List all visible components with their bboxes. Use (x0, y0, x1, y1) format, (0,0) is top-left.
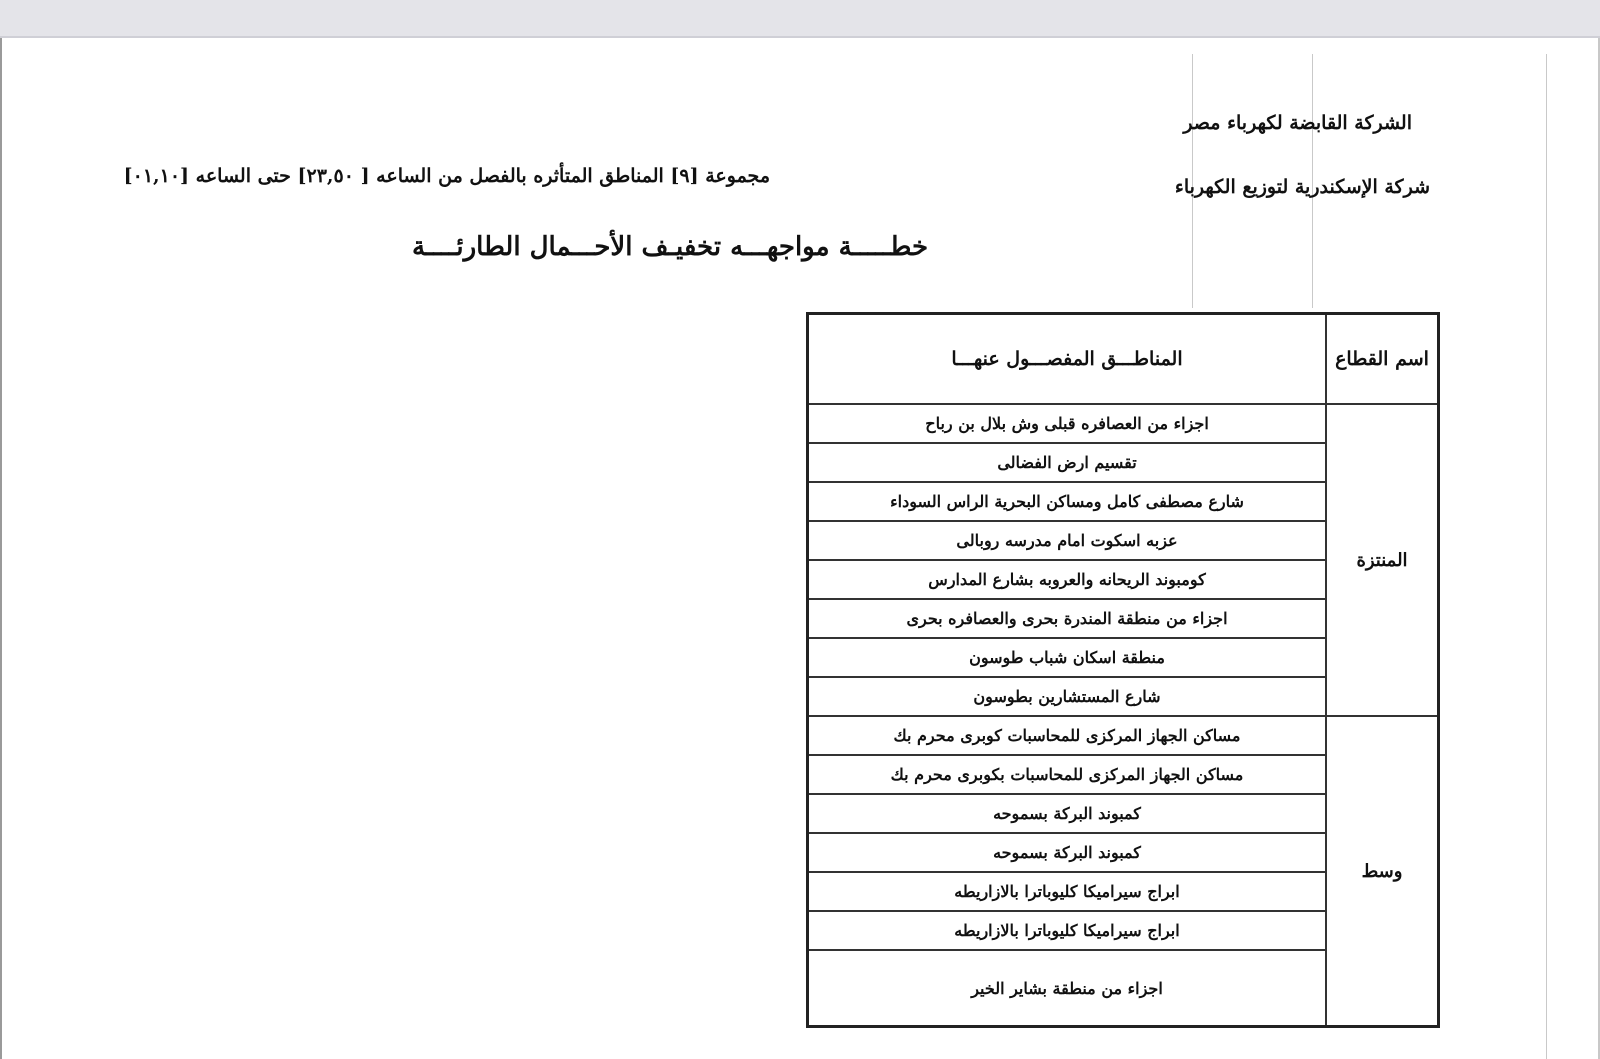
sector-column-header: اسم القطاع (1326, 314, 1439, 405)
area-cell: كومبوند الريحانه والعروبه بشارع المدارس (808, 560, 1327, 599)
table-row (808, 716, 1439, 755)
scan-artifact-line (1546, 54, 1547, 1059)
area-cell: اجزاء من منطقة المندرة بحرى والعصافره بحرى (808, 599, 1327, 638)
area-cell: شارع مصطفى كامل ومساكن البحرية الراس السوداء (808, 482, 1327, 521)
distribution-company-name: شركة الإسكندرية لتوزيع الكهرباء (1174, 176, 1430, 198)
area-cell: عزبه اسكوت امام مدرسه روبالى (808, 521, 1327, 560)
area-cell: اجزاء من منطقة بشاير الخير (808, 950, 1327, 1027)
area-cell: منطقة اسكان شباب طوسون (808, 638, 1327, 677)
areas-column-header: المناطـــق المفصـــول عنهـــا (808, 314, 1327, 405)
sector-montaza: المنتزة (1326, 404, 1439, 716)
area-cell: ابراج سيراميكا كليوباترا بالازاريطه (808, 911, 1327, 950)
holding-company-name: الشركة القابضة لكهرباء مصر (1183, 112, 1412, 134)
load-shedding-table (806, 312, 1440, 1028)
area-cell: ابراج سيراميكا كليوباترا بالازاريطه (808, 872, 1327, 911)
table-header-row (808, 314, 1439, 405)
area-cell: كمبوند البركة بسموحه (808, 833, 1327, 872)
area-cell: تقسيم ارض الفضالى (808, 443, 1327, 482)
table-row (808, 404, 1439, 443)
sector-wasat: وسط (1326, 716, 1439, 1027)
group-schedule-line: مجموعة [٩] المناطق المتأثره بالفصل من الساعه [ ٢٣,٥٠] حتى الساعه [٠١,١٠] (123, 165, 770, 187)
area-cell: مساكن الجهاز المركزى للمحاسبات بكوبرى محرم بك (808, 755, 1327, 794)
viewer-toolbar (0, 0, 1600, 38)
area-cell: شارع المستشارين بطوسون (808, 677, 1327, 716)
area-cell: اجزاء من العصافره قبلى وش بلال بن رباح (808, 404, 1327, 443)
document-title: خطـــــة مواجهـــه تخفيـف الأحـــمال الطارئــــة (411, 232, 929, 262)
area-cell: كمبوند البركة بسموحه (808, 794, 1327, 833)
page-left-edge (0, 38, 2, 1059)
area-cell: مساكن الجهاز المركزى للمحاسبات كوبرى محرم بك (808, 716, 1327, 755)
